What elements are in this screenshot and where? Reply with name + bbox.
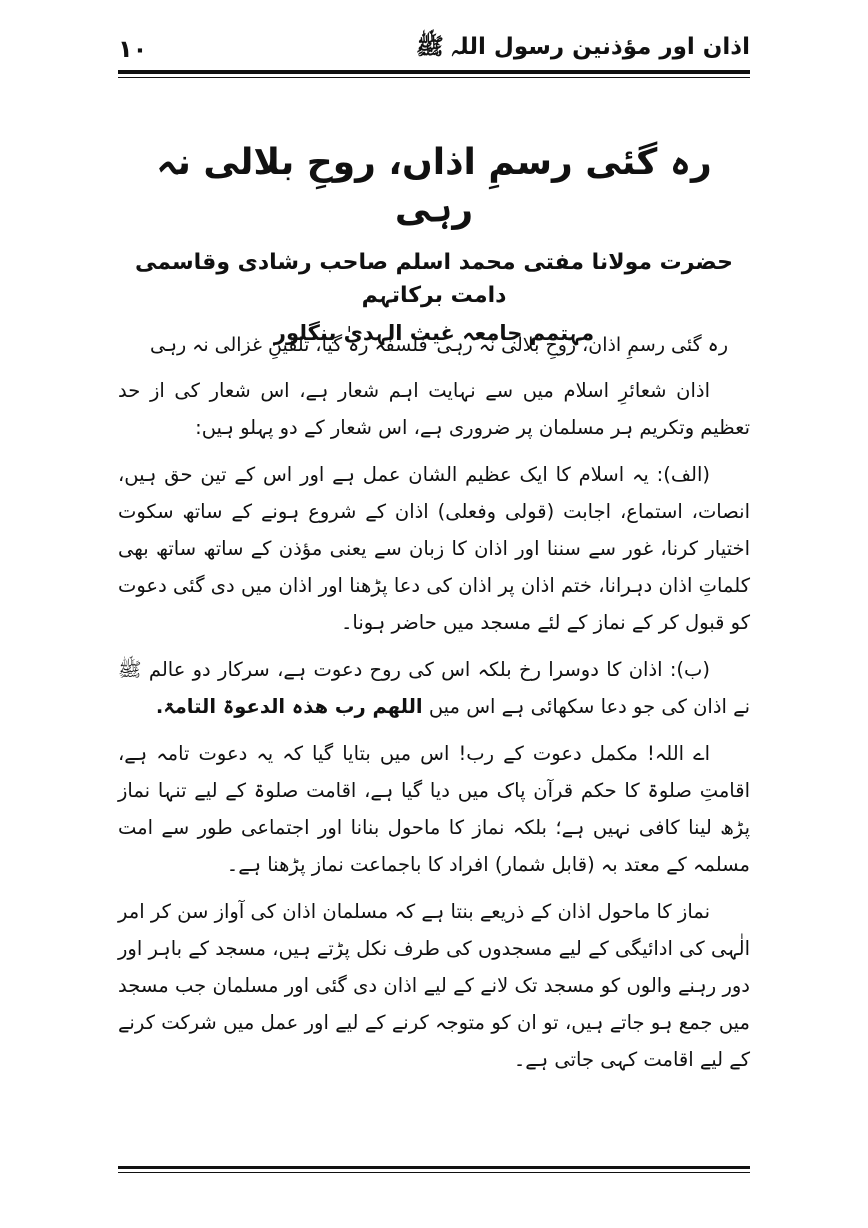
paragraph-alif: (الف): یہ اسلام کا ایک عظیم الشان عمل ہے اور اس کے تین حق ہیں، انصات، استماع، اجابت (قولی وفعلی) اذان کے شروع ہونے کے ساتھ سکوت اختیار کرنا، غور سے سننا اور اذان کا زبان سے یعنی مؤذن کے ساتھ ساتھ بھی کلماتِ اذان دہرانا، ختم اذان پر اذان کی دعا پڑھنا اور اذان میں دی گئی دعوت کو قبول کر کے نماز کے لئے مسجد میں حاضر ہونا۔ (118, 463, 750, 634)
page-number: ۱۰ (118, 35, 148, 63)
article-body (118, 372, 750, 1088)
paragraph-be-text: (ب): اذان کا دوسرا رخ بلکہ اس کی روح دعوت ہے، سرکار دو عالم ﷺ نے اذان کی جو دعا سکھائی ہے اس میں (118, 658, 750, 718)
article-title: رہ گئی رسمِ اذاں، روحِ بلالی نہ رہی (156, 142, 712, 230)
author-line: حضرت مولانا مفتی محمد اسلم صاحب رشادی وقاسمی دامت برکاتہم (135, 249, 733, 308)
paragraph-intro: اذان شعائرِ اسلام میں سے نہایت اہم شعار ہے، اس شعار کی از حد تعظیم وتکریم ہر مسلمان پر ضروری ہے، اس شعار کے دو پہلو ہیں: (118, 379, 750, 439)
affiliation-line: مہتمم جامعہ غیث الہدیٰ بنگلور (273, 320, 595, 345)
header-rule-thick (118, 70, 750, 74)
verse-line-2: فلسفہ رہ گیا، تلقینِ غزالی نہ رہی (150, 334, 428, 356)
running-head: اذان اور مؤذنین رسول اللہ ﷺ (416, 34, 750, 60)
paragraph-dua-meaning: اے اللہ! مکمل دعوت کے رب! اس میں بتایا گیا کہ یہ دعوت تامہ ہے، اقامتِ صلوۃ کا حکم قرآن پاک میں دیا گیا ہے، اقامت صلوۃ کے لیے تنہا نماز پڑھ لینا کافی نہیں ہے؛ بلکہ نماز کا ماحول بنانا اور اجتماعی طور سے امت مسلمہ کے معتد بہ (قابل شمار) افراد کا باجماعت نماز پڑھنا ہے۔ (118, 742, 750, 876)
header-rule-thin (118, 77, 750, 78)
verse-couplet (150, 334, 728, 356)
paragraph-namaz: نماز کا ماحول اذان کے ذریعے بنتا ہے کہ مسلمان اذان کی آواز سن کر امر الٰہی کی ادائیگی کے لیے مسجدوں کی طرف نکل پڑتے ہیں، مسجد کے باہر اور دور رہنے والوں کو مسجد تک لانے کے لیے اذان دی گئی اور مسلمان جب مسجد میں جمع ہو جاتے ہیں، تو ان کو متوجہ کرنے کے لیے اور عمل میں شرکت کرنے کے لیے اقامت کہی جاتی ہے۔ (118, 900, 750, 1071)
page-header (118, 28, 750, 70)
verse-line-1: رہ گئی رسمِ اذان، روحِ بلالی نہ رہی (436, 334, 728, 356)
title-block (118, 140, 750, 349)
footer-rule-thin (118, 1172, 750, 1173)
footer-rule-thick (118, 1166, 750, 1169)
paragraph-be (118, 651, 750, 725)
dua-phrase: اللھم رب ھذہ الدعوۃ التامۃ. (155, 695, 423, 718)
